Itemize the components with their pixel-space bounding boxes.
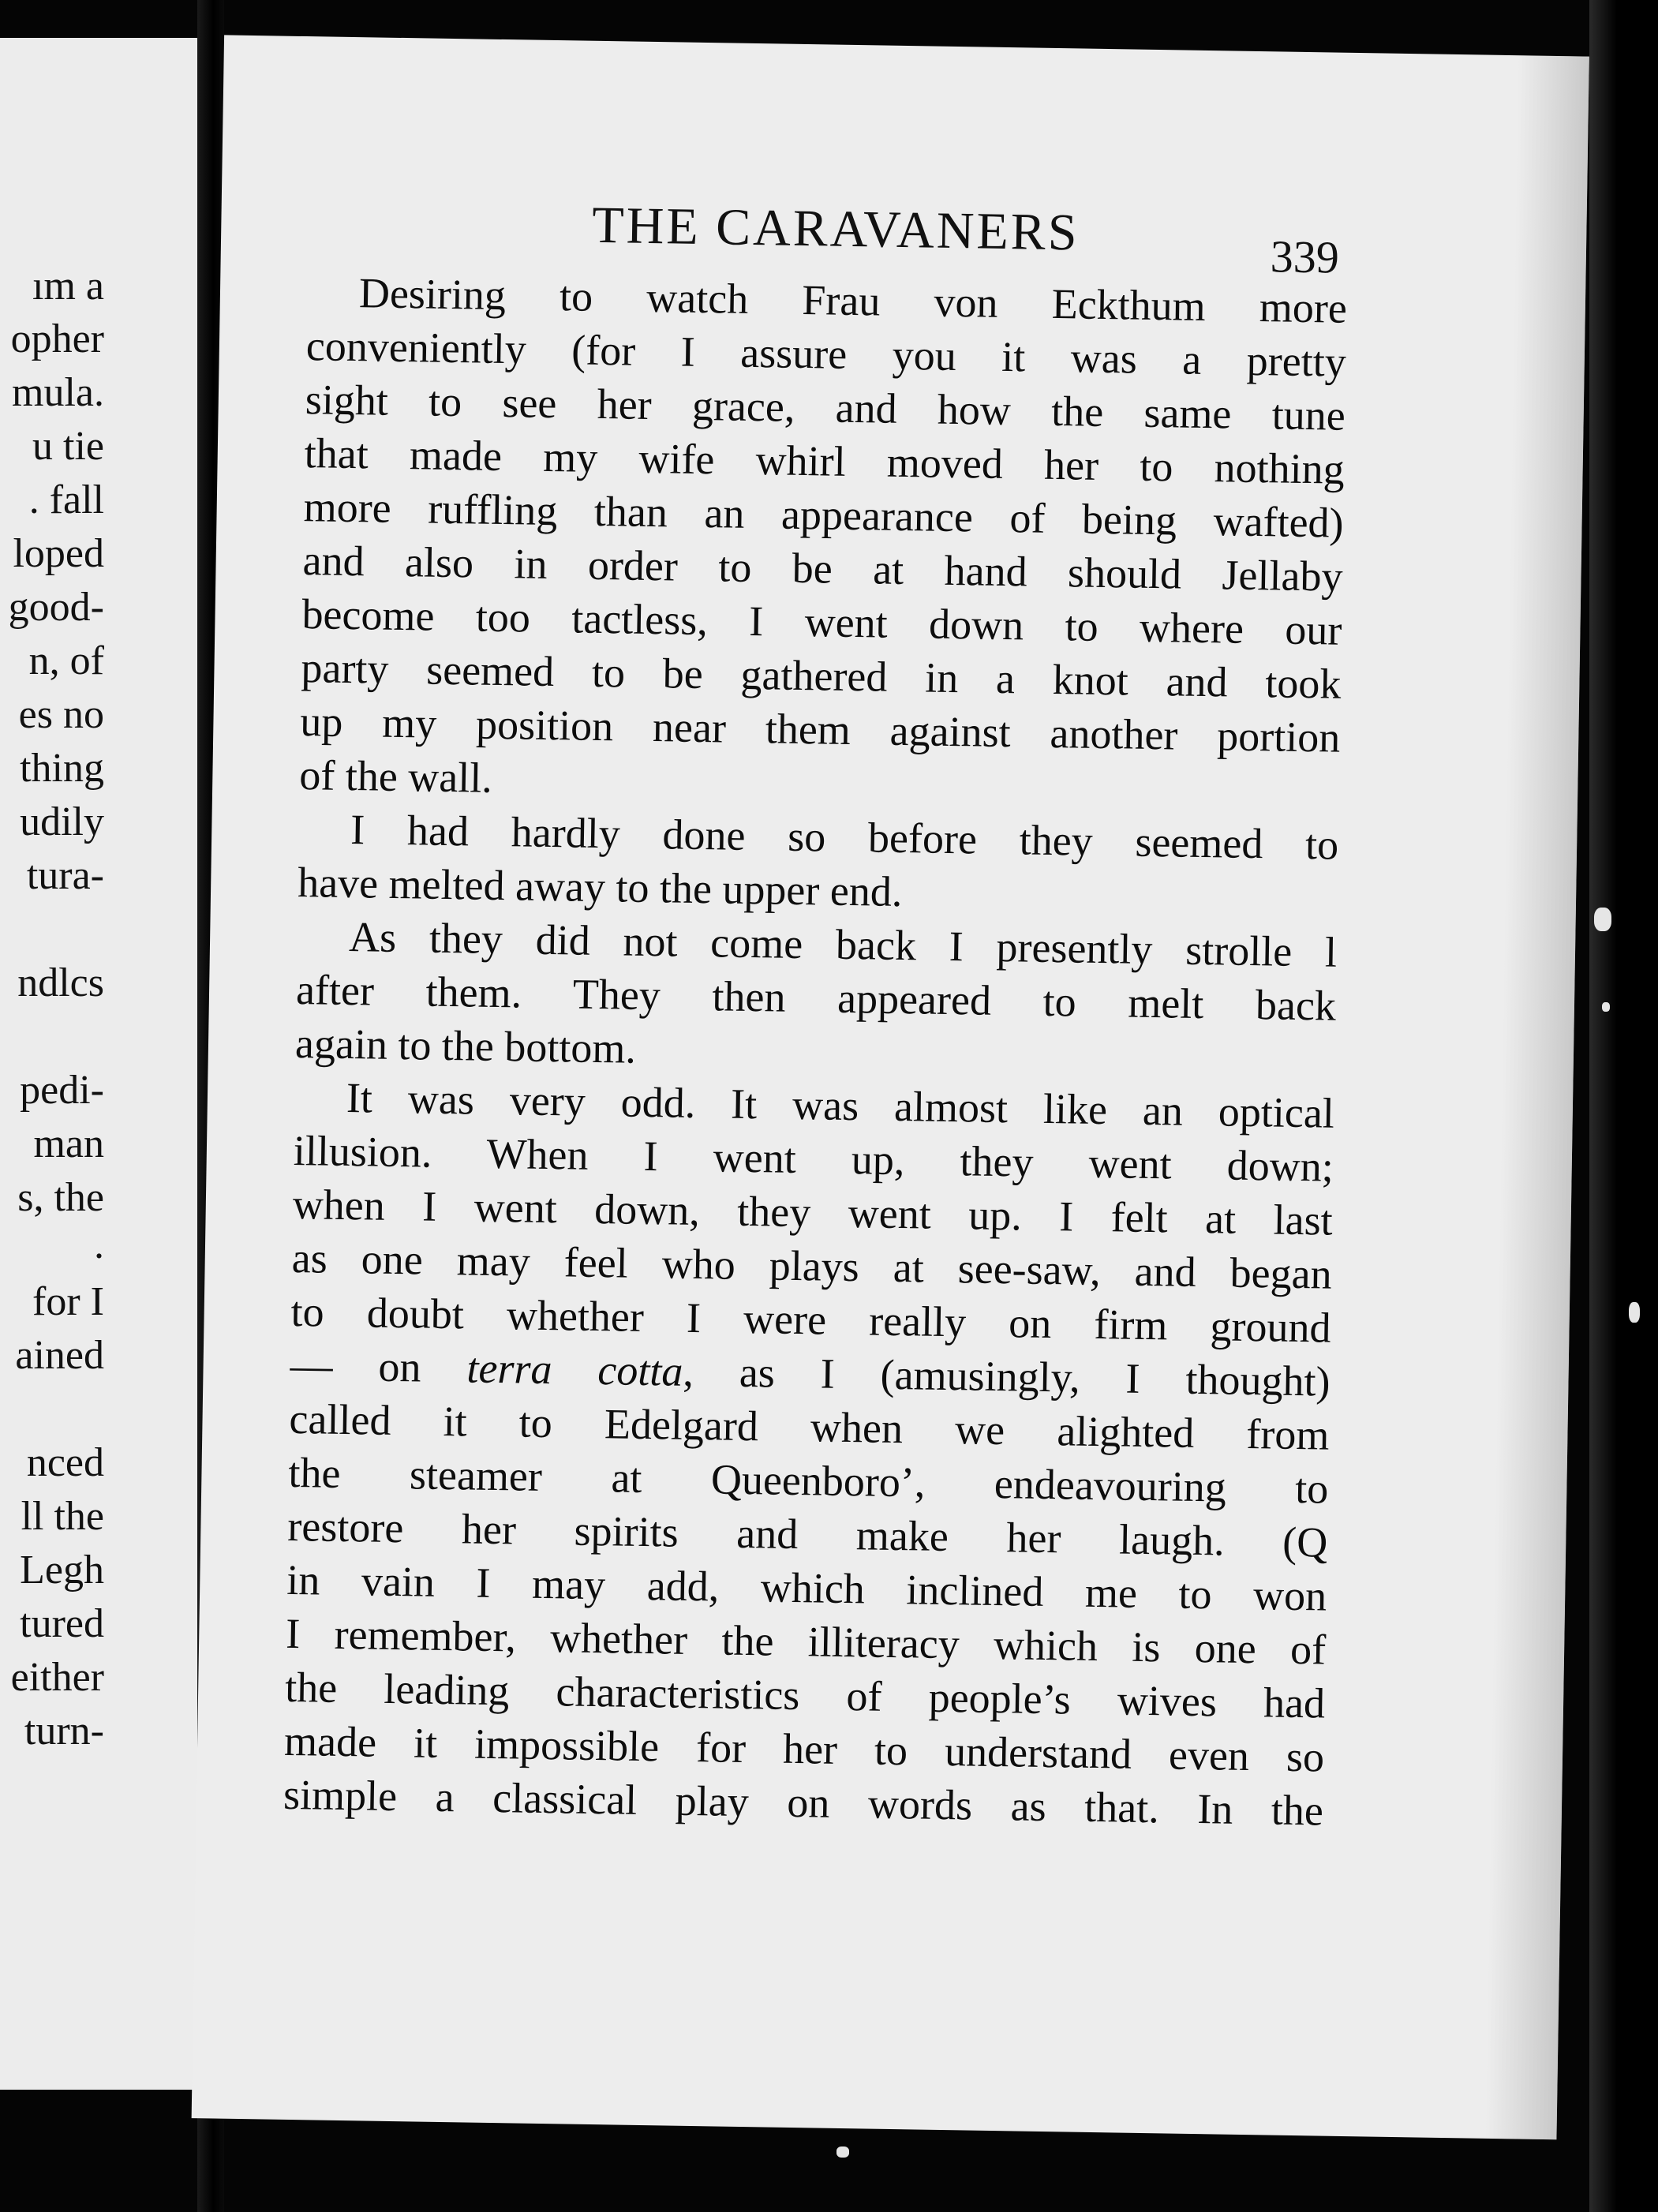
text-line: up my position near them against another portion	[299, 698, 1341, 762]
facing-page-line: ım a	[32, 264, 104, 309]
facing-page-line: .	[94, 1222, 104, 1267]
text-line: to doubt whether I were really on firm ground	[290, 1287, 1332, 1352]
text-line: party seemed to be gathered in a knot and took	[301, 644, 1342, 708]
facing-page-line: ll the	[21, 1494, 104, 1539]
text-line: of the wall.	[298, 751, 493, 802]
text-line: I had hardly done so before they seemed to	[350, 806, 1339, 869]
facing-page-line: man	[33, 1121, 104, 1166]
facing-page-line: loped	[13, 531, 104, 576]
facing-page-line: opher	[10, 316, 104, 361]
facing-page-line: tured	[20, 1601, 104, 1646]
text-segment: , as I (amusingly, I thought)	[682, 1347, 1331, 1405]
facing-page-line: u tie	[32, 424, 104, 469]
facing-page-line: nced	[26, 1440, 104, 1485]
facing-page-line: n, of	[28, 638, 104, 683]
text-line: the steamer at Queenboro’, endeavouring to	[288, 1448, 1329, 1513]
page-number: 339	[1270, 230, 1340, 283]
scan-speck	[1594, 908, 1611, 931]
text-line: have melted away to the upper end.	[297, 859, 903, 916]
text-line: as one may feel who plays at see-saw, and began	[291, 1233, 1333, 1298]
scan-speck	[1602, 1002, 1610, 1012]
text-line: simple a classical play on words as that. In the	[283, 1770, 1324, 1835]
text-line: As they did not come back I presently strolle l	[348, 913, 1338, 976]
facing-page-line: Legh	[20, 1548, 104, 1593]
scan-speck	[1629, 1302, 1640, 1323]
facing-page-line: either	[10, 1655, 104, 1700]
text-line: Desiring to watch Frau von Eckthum more	[358, 269, 1348, 332]
facing-page-line: . fall	[28, 477, 104, 522]
text-segment: — on	[290, 1341, 467, 1392]
text-line: I remember, whether the illiteracy which is one of	[285, 1609, 1327, 1674]
text-line: more ruffling than an appearance of being wafted)	[303, 483, 1345, 547]
facing-page-fragment	[0, 38, 197, 2090]
text-line: conveniently (for I assure you it was a pretty	[305, 322, 1347, 386]
facing-page-line: tura-	[26, 853, 104, 898]
body-text	[283, 265, 1348, 1837]
facing-page-line: turn-	[24, 1709, 104, 1754]
text-line: again to the bottom.	[294, 1019, 637, 1072]
text-line: when I went down, they went up. I felt at last	[292, 1180, 1334, 1244]
text-line: after them. They then appeared to melt back	[295, 965, 1337, 1030]
facing-page-line: udily	[20, 799, 104, 844]
scan-speck	[836, 2147, 849, 2158]
text-line: sight to see her grace, and how the same tune	[305, 376, 1346, 440]
facing-page-line: ained	[15, 1333, 104, 1378]
text-line: made it impossible for her to understand even so	[283, 1716, 1325, 1781]
text-line: called it to Edelgard when we alighted from	[289, 1394, 1330, 1459]
facing-page-line: s, the	[17, 1175, 104, 1220]
book-page	[192, 35, 1589, 2139]
facing-page-line: pedi-	[20, 1068, 104, 1113]
text-line: in vain I may add, which inclined me to won	[286, 1555, 1327, 1620]
text-line: restore her spirits and make her laugh. (Q	[286, 1502, 1328, 1566]
page-edge-shadow	[1589, 0, 1658, 2212]
facing-page-line: for I	[32, 1279, 104, 1324]
facing-page-line: good-	[8, 585, 104, 630]
text-line: become too tactless, I went down to where our	[301, 590, 1342, 654]
running-header: THE CARAVANERS	[591, 196, 1080, 262]
facing-page-line: mula.	[12, 370, 104, 415]
text-line: and also in order to be at hand should Jellaby	[302, 537, 1343, 601]
text-line: It was very odd. It was almost like an optical	[346, 1074, 1335, 1137]
facing-page-line: thing	[20, 746, 104, 791]
text-line: the leading characteristics of people’s wives had	[284, 1663, 1326, 1727]
text-line: illusion. When I went up, they went down;	[293, 1126, 1334, 1191]
facing-page-line: ndlcs	[17, 960, 104, 1005]
text-line: that made my wife whirl moved her to nothing	[304, 429, 1345, 493]
italic-phrase: terra cotta	[466, 1344, 683, 1395]
facing-page-line: es no	[18, 692, 104, 737]
